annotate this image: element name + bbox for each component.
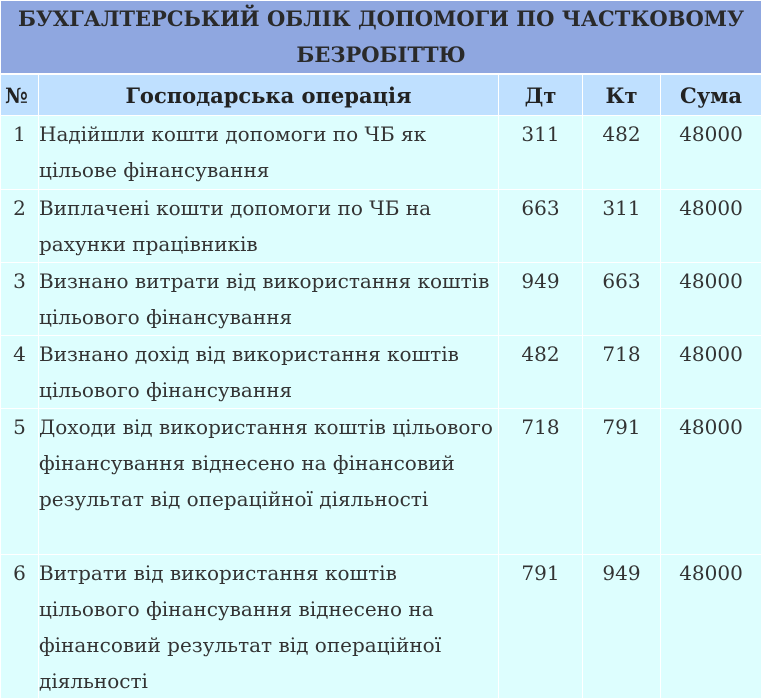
header-credit: Кт — [583, 74, 661, 116]
table-row — [1, 336, 761, 409]
row-operation: Доходи від використання коштів цільового фінансування віднесено на фінансовий результат від операційної діяльності — [39, 409, 499, 555]
table-title: БУХГАЛТЕРСЬКИЙ ОБЛІК ДОПОМОГИ ПО ЧАСТКОВОМУ БЕЗРОБІТТЮ — [1, 1, 761, 75]
row-debit: 718 — [499, 409, 583, 555]
row-debit: 311 — [499, 116, 583, 190]
row-credit: 663 — [583, 263, 661, 336]
row-operation: Визнано витрати від використання коштів цільового фінансування — [39, 263, 499, 336]
row-debit: 482 — [499, 336, 583, 409]
row-sum: 48000 — [661, 336, 761, 409]
row-num: 5 — [1, 409, 39, 555]
row-num: 6 — [1, 555, 39, 698]
header-row — [1, 74, 761, 116]
row-num: 3 — [1, 263, 39, 336]
row-debit: 949 — [499, 263, 583, 336]
row-sum: 48000 — [661, 263, 761, 336]
table-row — [1, 555, 761, 698]
table-row — [1, 190, 761, 263]
row-credit: 311 — [583, 190, 661, 263]
row-debit: 791 — [499, 555, 583, 698]
row-num: 4 — [1, 336, 39, 409]
row-num: 1 — [1, 116, 39, 190]
row-operation: Виплачені кошти допомоги по ЧБ на рахунки працівників — [39, 190, 499, 263]
row-num: 2 — [1, 190, 39, 263]
header-operation: Господарська операція — [39, 74, 499, 116]
row-operation: Визнано дохід від використання коштів цільового фінансування — [39, 336, 499, 409]
table-row — [1, 116, 761, 190]
row-credit: 482 — [583, 116, 661, 190]
row-sum: 48000 — [661, 116, 761, 190]
table-row — [1, 263, 761, 336]
row-credit: 718 — [583, 336, 661, 409]
row-operation: Надійшли кошти допомоги по ЧБ як цільове фінансування — [39, 116, 499, 190]
row-operation: Витрати від використання коштів цільового фінансування віднесено на фінансовий результат від операційної діяльності — [39, 555, 499, 698]
row-debit: 663 — [499, 190, 583, 263]
header-debit: Дт — [499, 74, 583, 116]
row-sum: 48000 — [661, 409, 761, 555]
row-sum: 48000 — [661, 190, 761, 263]
row-credit: 791 — [583, 409, 661, 555]
row-sum: 48000 — [661, 555, 761, 698]
header-sum: Сума — [661, 74, 761, 116]
table-row — [1, 409, 761, 555]
header-num: № — [1, 74, 39, 116]
row-credit: 949 — [583, 555, 661, 698]
